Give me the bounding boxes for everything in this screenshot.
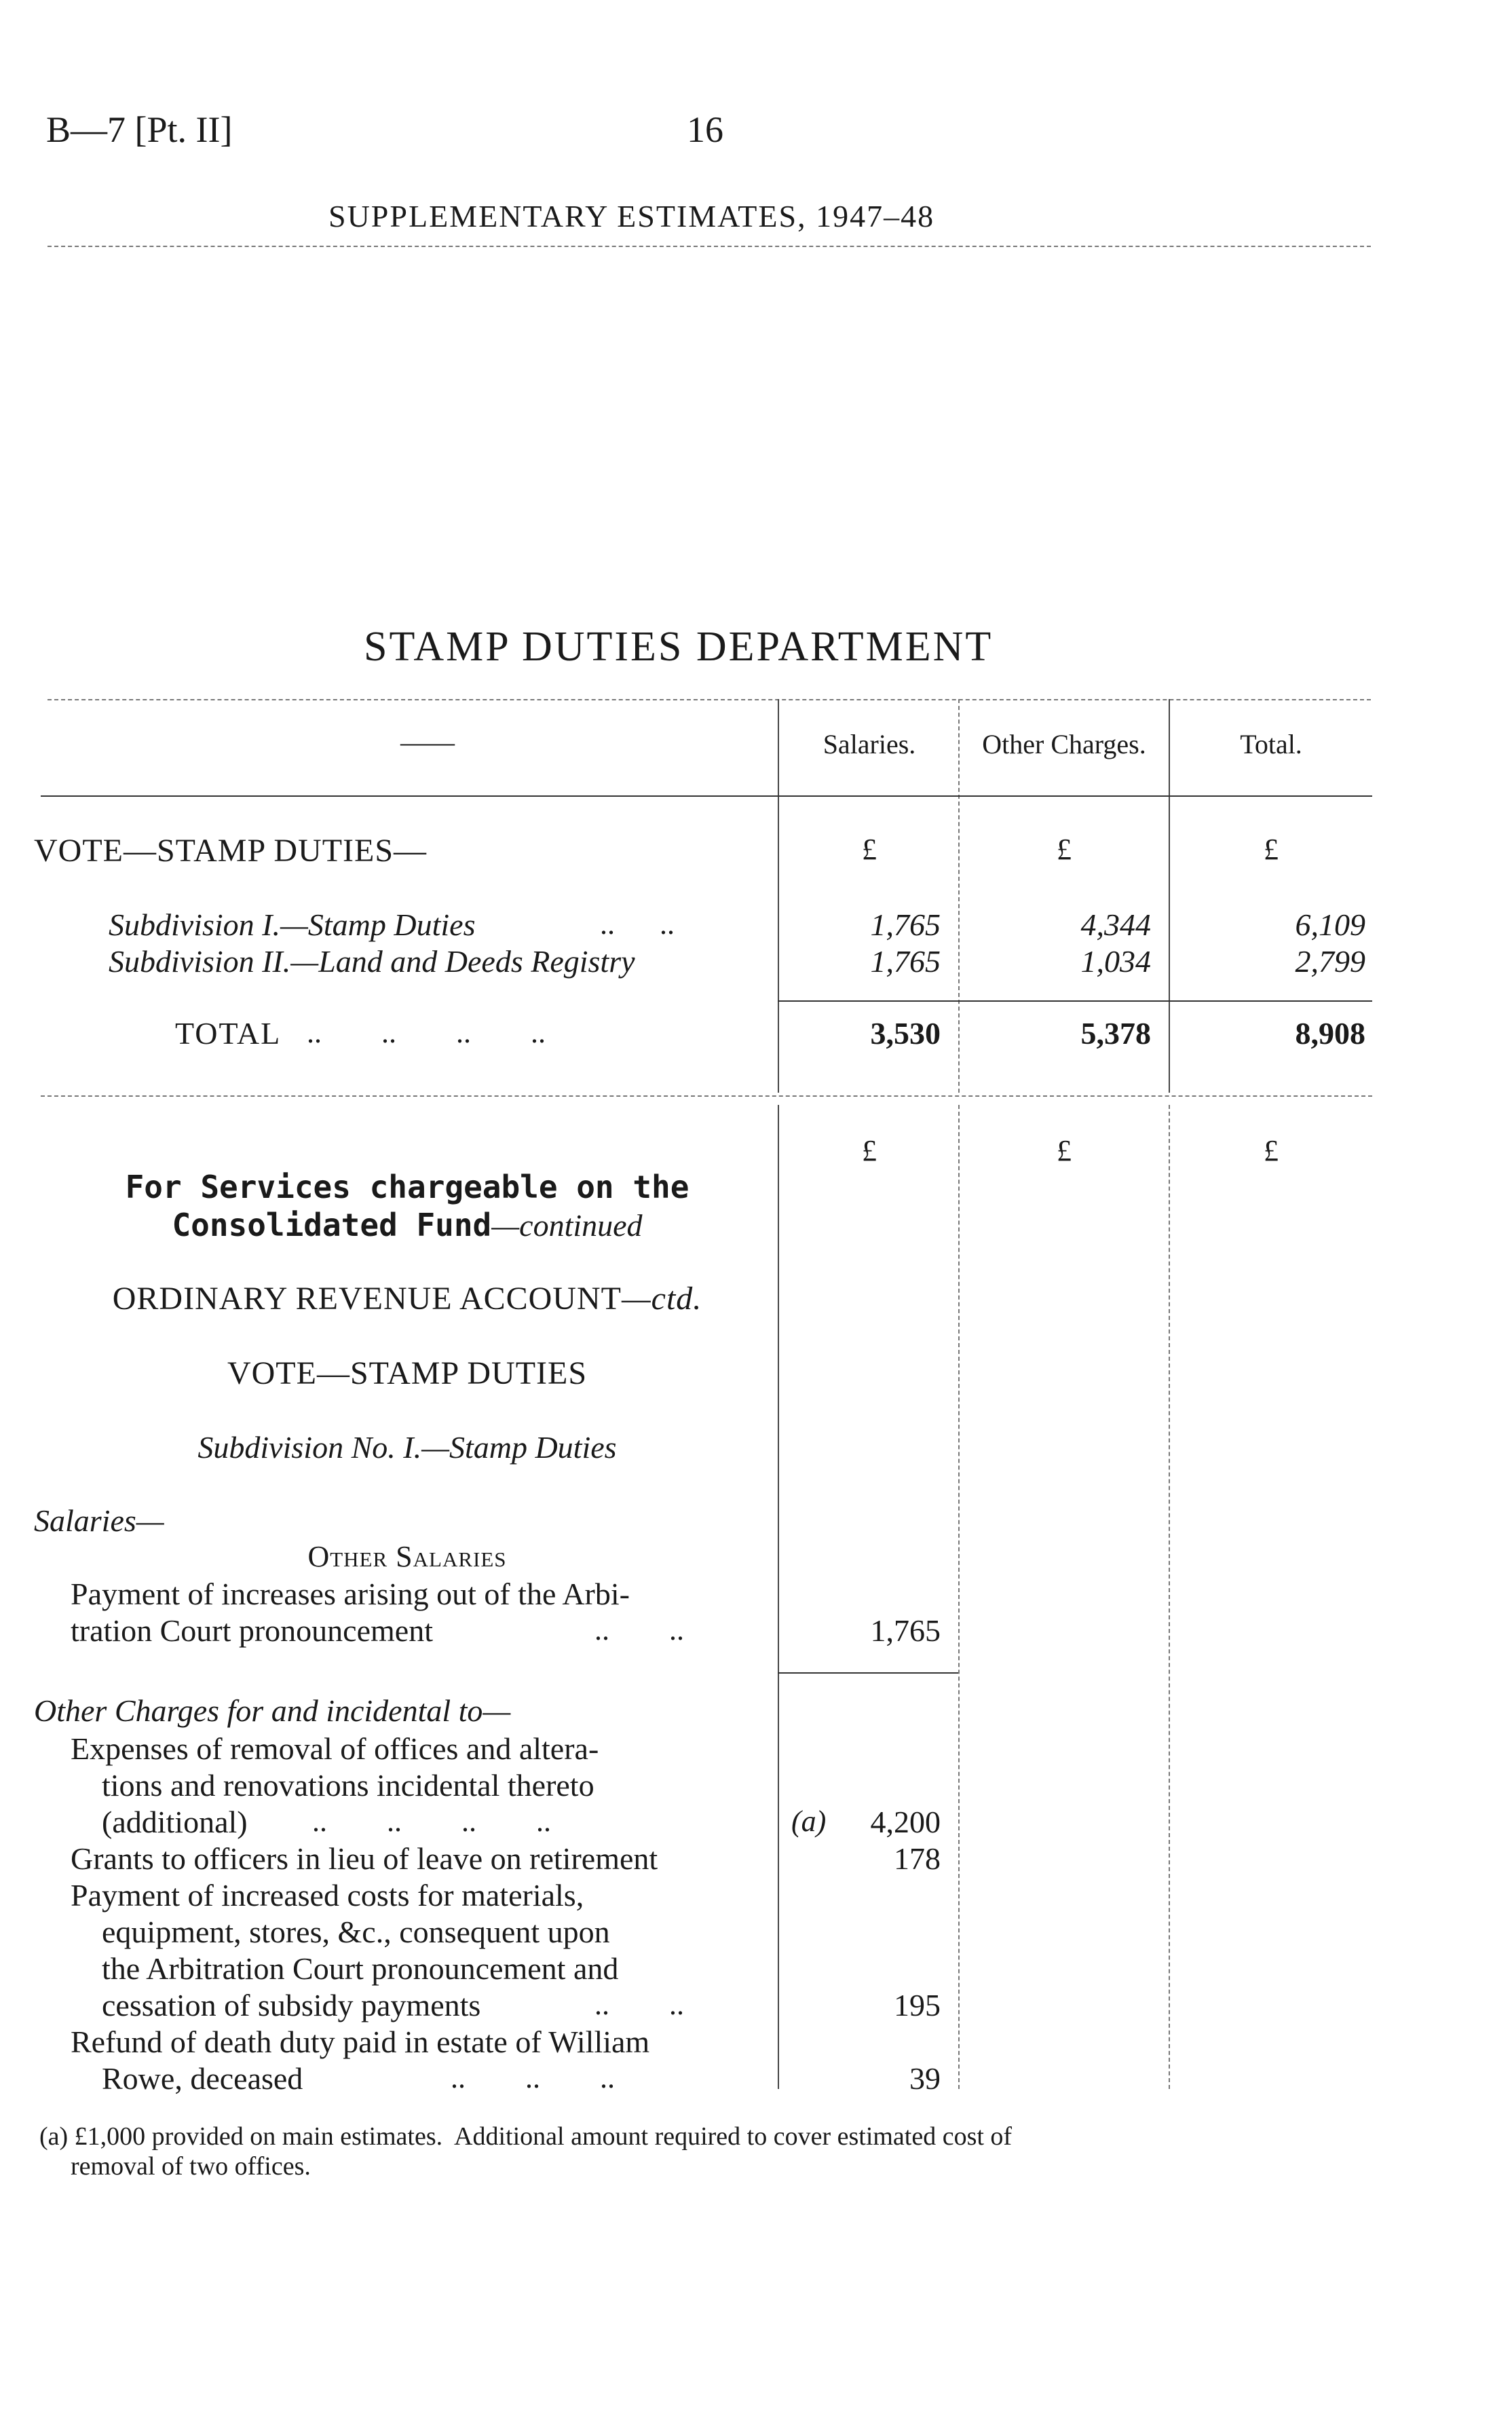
- page-number: 16: [687, 109, 723, 150]
- item-text: Payment of increases arising out of the Arbi-: [71, 1577, 630, 1611]
- charge-amount: 195: [894, 1988, 941, 2022]
- charge-amount: 178: [894, 1841, 941, 1876]
- item-text: tions and renovations incidental thereto: [102, 1768, 594, 1803]
- other-charges-heading: Other Charges for and incidental to—: [34, 1693, 511, 1728]
- page-title: SUPPLEMENTARY ESTIMATES, 1947–48: [328, 199, 935, 233]
- subtotal-rule: [778, 1672, 958, 1674]
- currency-symbol: £: [862, 1134, 877, 1167]
- department-title: STAMP DUTIES DEPARTMENT: [364, 624, 994, 670]
- salaries-heading: Salaries—: [34, 1503, 164, 1538]
- total-value: 6,109: [1295, 907, 1365, 942]
- column-header-description: ——: [400, 727, 455, 757]
- table-bottom-rule: [41, 1095, 1372, 1097]
- item-text: equipment, stores, &c., consequent upon: [102, 1915, 610, 1949]
- header-rule: [48, 246, 1371, 247]
- table-top-rule: [48, 699, 1371, 700]
- item-text: Rowe, deceased: [102, 2061, 303, 2096]
- column-header-other-charges: Other Charges.: [982, 729, 1146, 759]
- currency-symbol: £: [1057, 833, 1072, 866]
- currency-symbol: £: [1057, 1134, 1072, 1167]
- salary-amount: 1,765: [870, 1613, 941, 1648]
- other-salaries-heading: Other Salaries: [307, 1540, 507, 1573]
- charge-amount: 4,200: [870, 1805, 941, 1839]
- item-text: Expenses of removal of offices and altera-: [71, 1731, 599, 1766]
- total-value: 2,799: [1295, 944, 1365, 979]
- header-rule: [41, 795, 1372, 797]
- footnote-reference: (a): [791, 1805, 827, 1838]
- total-label: TOTAL: [175, 1016, 282, 1051]
- dot-leaders: .. .. ..: [451, 2061, 615, 2094]
- column-divider: [958, 1105, 960, 2089]
- footnote-text: removal of two offices.: [71, 2152, 311, 2181]
- account-suffix: —ctd.: [621, 1281, 702, 1317]
- currency-symbol: £: [862, 833, 877, 866]
- services-heading-continued: [41, 1207, 774, 1243]
- item-text: (additional): [102, 1805, 248, 1839]
- other-charges-value: 4,344: [1080, 907, 1151, 942]
- currency-symbol: £: [1264, 833, 1279, 866]
- dot-leaders: .. .. .. ..: [307, 1016, 546, 1049]
- column-header-total: Total.: [1240, 729, 1302, 759]
- total-rule: [778, 1000, 1372, 1002]
- item-text: the Arbitration Court pronouncement and: [102, 1951, 619, 1986]
- charge-amount: 39: [909, 2061, 941, 2096]
- subdivision-heading: Subdivision No. I.—Stamp Duties: [197, 1430, 617, 1465]
- account-heading: [41, 1280, 774, 1317]
- services-heading: For Services chargeable on the: [125, 1169, 689, 1205]
- dot-leaders: .. ..: [594, 1613, 684, 1646]
- account-heading-text: ORDINARY REVENUE ACCOUNT: [112, 1281, 622, 1317]
- dot-leaders: .. .. .. ..: [312, 1805, 551, 1838]
- services-heading-fund: Consolidated Fund: [172, 1207, 492, 1243]
- total-salaries: 3,530: [870, 1016, 941, 1051]
- salaries-value: 1,765: [870, 944, 941, 979]
- item-text: Refund of death duty paid in estate of William: [71, 2025, 650, 2059]
- footnote-text: (a) £1,000 provided on main estimates. Additional amount required to cover estimated cost of: [39, 2122, 1013, 2151]
- total-other-charges: 5,378: [1080, 1016, 1151, 1051]
- item-text: Payment of increased costs for materials,: [71, 1878, 584, 1913]
- item-text: Grants to officers in lieu of leave on retirement: [71, 1841, 658, 1876]
- summary-heading: VOTE—STAMP DUTIES—: [34, 833, 428, 869]
- grand-total: 8,908: [1295, 1016, 1365, 1051]
- column-divider: [1169, 1105, 1170, 2089]
- column-header-salaries: Salaries.: [823, 729, 916, 759]
- row-label: Subdivision II.—Land and Deeds Registry: [109, 944, 635, 979]
- item-text: cessation of subsidy payments: [102, 1988, 481, 2022]
- salaries-value: 1,765: [870, 907, 941, 942]
- continued-suffix: —continued: [491, 1208, 643, 1243]
- dot-leaders: .. ..: [594, 1988, 684, 2021]
- column-divider: [778, 699, 779, 1093]
- vote-heading: VOTE—STAMP DUTIES: [227, 1355, 588, 1391]
- row-label: Subdivision I.—Stamp Duties: [109, 907, 476, 942]
- column-divider: [778, 1105, 779, 2089]
- other-charges-value: 1,034: [1080, 944, 1151, 979]
- document-reference: B—7 [Pt. II]: [46, 109, 233, 150]
- item-text: tration Court pronouncement: [71, 1613, 433, 1648]
- currency-symbol: £: [1264, 1134, 1279, 1167]
- dot-leaders: .. ..: [600, 907, 675, 941]
